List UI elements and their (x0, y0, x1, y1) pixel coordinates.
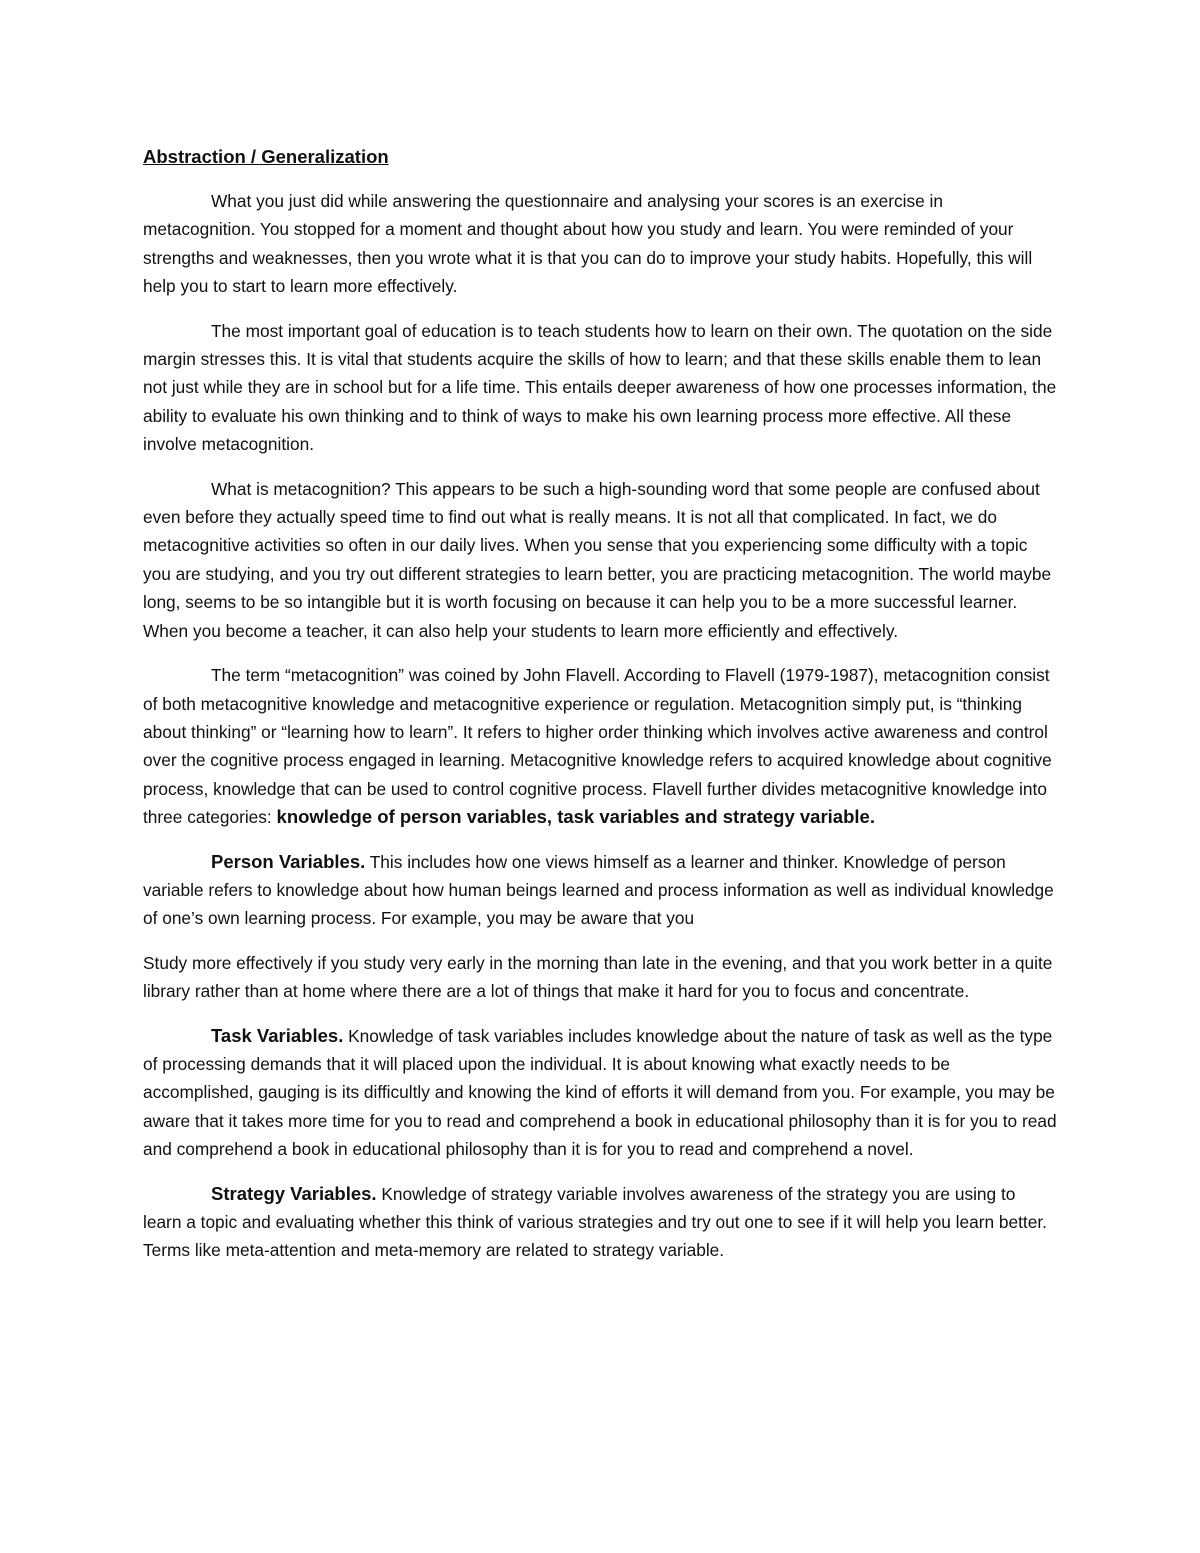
paragraph-flavell-definition (143, 661, 1058, 831)
categories-bold-text: knowledge of person variables, task variables and strategy variable (276, 806, 870, 828)
paragraph-goal-of-education: The most important goal of education is to teach students how to learn on their own. The quotation on the side margin stresses this. It is vital that students acquire the skills of how to learn; and that these skills enable them to lean not just while they are in school but for a life time. This entails deeper awareness of how one processes information, the ability to evaluate his own thinking and to think of ways to make his own learning process more effective. All these involve metacognition. (143, 320, 1057, 455)
task-variables-heading: Task Variables. (211, 1024, 344, 1046)
strategy-variables-text: Knowledge of strategy variable involves awareness of the strategy you are using to learn a topic and evaluating whether this think of various strategies and try out one to see if it will help you learn better. Terms like meta-attention and meta-memory are related to strategy variable. (143, 1183, 1047, 1261)
section-heading: Abstraction / Generalization (143, 146, 389, 167)
document-page (143, 143, 1058, 1281)
person-variables-heading: Person Variables. (211, 850, 366, 872)
categories-period: . (869, 806, 875, 828)
task-variables-text: Knowledge of task variables includes knowledge about the nature of task as well as the type of processing demands that it will placed upon the individual. It is about knowing what exactly needs to be accomplished, gauging is its difficultly and knowing the kind of efforts it will demand from you. For example, you may be aware that it takes more time for you to read and comprehend a book in educational philosophy than it is for you to read and comprehend a book in educational philosophy than it is for you to read and comprehend a novel. (143, 1025, 1057, 1160)
paragraph-person-variables (143, 848, 1058, 933)
paragraph-what-is-metacognition: What is metacognition? This appears to be such a high-sounding word that some people are confused about even before they actually speed time to find out what is really means. It is not all that complicated. In fact, we do metacognitive activities so often in our daily lives. When you sense that you experiencing some difficulty with a topic you are studying, and you try out different strategies to learn better, you are practicing metacognition. The world maybe long, seems to be so intangible but it is worth focusing on because it can help you to be a more successful learner. When you become a teacher, it can also help your students to learn more efficiently and effectively. (143, 478, 1052, 641)
paragraph-strategy-variables (143, 1180, 1058, 1265)
paragraph-task-variables (143, 1022, 1058, 1164)
paragraph-person-variables-continued: Study more effectively if you study very early in the morning than late in the evening, and that you work better in a quite library rather than at home where there are a lot of things that make it hard for you to focus and concentrate. (143, 952, 1053, 1002)
strategy-variables-heading: Strategy Variables. (211, 1182, 377, 1204)
flavell-text: The term “metacognition” was coined by John Flavell. According to Flavell (1979-1987), metacognition consist of both metacognitive knowledge and metacognitive experience or regulation. Metacognition simply put, is “thinking about thinking” or “learning how to learn”. It refers to higher order thinking which involves active awareness and control over the cognitive process engaged in learning. Metacognitive knowledge refers to acquired knowledge about cognitive process, knowledge that can be used to control cognitive process. Flavell further divides metacognitive knowledge into three categories: (143, 665, 1052, 828)
paragraph-intro: What you just did while answering the questionnaire and analysing your scores is an exercise in metacognition. You stopped for a moment and thought about how you study and learn. You were reminded of your strengths and weaknesses, then you wrote what it is that you can do to improve your study habits. Hopefully, this will help you to start to learn more effectively. (143, 191, 1033, 297)
person-variables-text: This includes how one views himself as a learner and thinker. Knowledge of person variable refers to knowledge about how human beings learned and process information as well as individual knowledge of one’s own learning process. For example, you may be aware that you (143, 851, 1054, 929)
